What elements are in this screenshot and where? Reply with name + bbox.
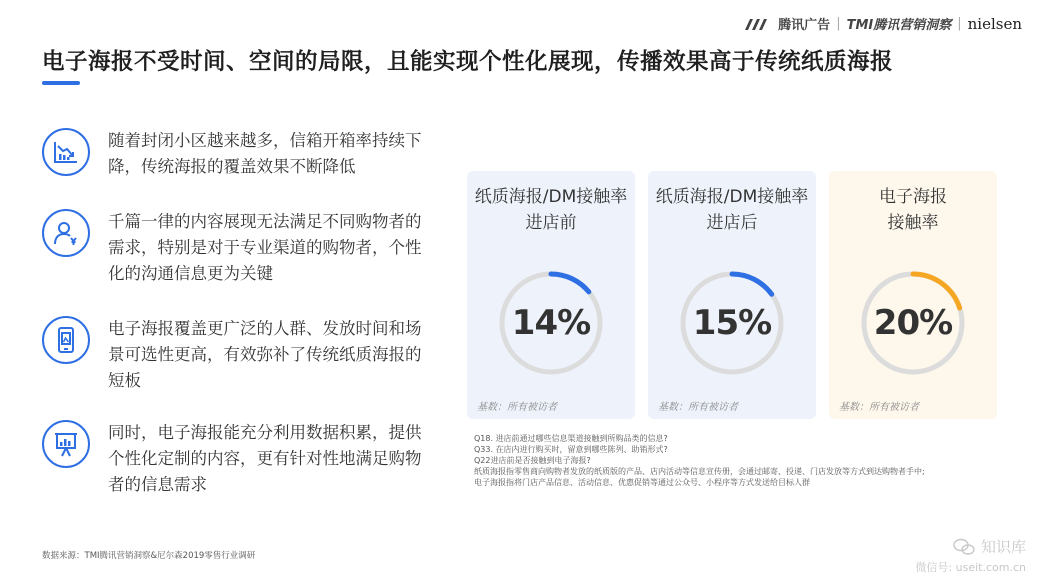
point-item-1 [42, 128, 422, 180]
card-title-3-line2: 接触率 [887, 213, 939, 233]
card-title-1 [467, 184, 635, 236]
brand-nielsen: nielsen [967, 14, 1022, 33]
card-title-1-line1: 纸质海报/DM接触率 [474, 187, 628, 207]
data-source: 数据来源：TMI腾讯营销洞察&尼尔森2019零售行业调研 [42, 551, 256, 561]
note-line-5: 电子海报指将门店产品信息、活动信息、优惠促销等通过公众号、小程序等方式发送给目标人群 [474, 478, 810, 487]
card-title-3 [829, 184, 997, 236]
watermark-id: 微信号: useit.com.cn [915, 561, 1026, 574]
watermark [915, 536, 1026, 575]
point-item-2 [42, 209, 422, 287]
card-base-3: 基数：所有被访者 [839, 402, 919, 413]
note-line-1: Q18. 进店前通过哪些信息渠道接触到所购品类的信息? [474, 434, 668, 443]
page-title: 电子海报不受时间、空间的局限，且能实现个性化展现，传播效果高于传统纸质海报 [42, 49, 894, 75]
mobile-poster-icon [42, 316, 90, 364]
gauge-2 [676, 267, 788, 379]
point-text-1: 随着封闭小区越来越多，信箱开箱率持续下降，传统海报的覆盖效果不断降低 [108, 131, 422, 176]
point-item-4 [42, 420, 422, 498]
watermark-name: 知识库 [980, 538, 1026, 556]
brand-header [744, 14, 1022, 33]
survey-notes [474, 433, 925, 488]
card-title-2-line2: 进店后 [706, 213, 758, 233]
brand-tencent: 腾讯广告 [778, 18, 831, 33]
stat-card-1 [467, 171, 635, 419]
brand-tmi: TMI腾讯营销洞察 [846, 18, 952, 33]
gauge-1 [495, 267, 607, 379]
brand-separator-2: | [957, 16, 962, 31]
stat-card-3 [829, 171, 997, 419]
gauge-1-value: 14% [511, 303, 591, 343]
tencent-ads-logo-icon [744, 17, 772, 31]
note-line-2: Q33. 在店内进行购买时，留意到哪些陈列、助销形式? [474, 445, 668, 454]
point-item-3 [42, 316, 422, 394]
point-text-3: 电子海报覆盖更广泛的人群、发放时间和场景可选性更高，有效弥补了传统纸质海报的短板 [108, 319, 422, 390]
note-line-4: 纸质海报指零售商向购物者发放的纸质版的产品、店内活动等信息宣传册，会通过邮寄、投递、门店发放等方式到达购物者手中; [474, 467, 925, 476]
card-title-2 [648, 184, 816, 236]
card-title-1-line2: 进店前 [525, 213, 577, 233]
gauge-3 [857, 267, 969, 379]
brand-separator: | [836, 16, 841, 31]
stat-card-2 [648, 171, 816, 419]
gauge-2-value: 15% [692, 303, 772, 343]
point-text-2: 千篇一律的内容展现无法满足不同购物者的需求，特别是对于专业渠道的购物者，个性化的沟通信息更为关键 [108, 212, 422, 283]
presentation-chart-icon [42, 420, 90, 468]
card-title-2-line1: 纸质海报/DM接触率 [655, 187, 809, 207]
card-base-2: 基数：所有被访者 [658, 402, 738, 413]
card-title-3-line1: 电子海报 [879, 187, 947, 207]
declining-chart-icon [42, 128, 90, 176]
user-yuan-icon [42, 209, 90, 257]
wechat-icon [953, 538, 975, 556]
note-line-3: Q22进店前是否接触到电子海报? [474, 456, 591, 465]
card-base-1: 基数：所有被访者 [477, 402, 557, 413]
gauge-3-value: 20% [873, 303, 953, 343]
point-text-4: 同时，电子海报能充分利用数据积累，提供个性化定制的内容，更有针对性地满足购物者的信息需求 [108, 423, 422, 494]
title-underline [42, 81, 80, 85]
